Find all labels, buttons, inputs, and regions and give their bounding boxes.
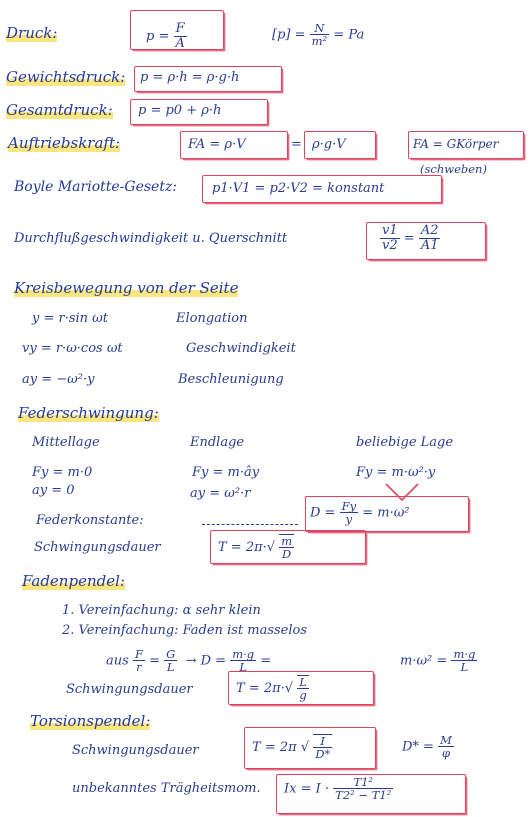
kreis-row-3-desc: Beschleunigung	[178, 372, 284, 387]
auftrieb-note: (schweben)	[420, 162, 487, 176]
gewichtsdruck-formula: p = ρ·h = ρ·g·h	[140, 70, 240, 85]
faden-vereinfachung-2: 2. Vereinfachung: Faden ist masselos	[62, 623, 308, 638]
kreis-row-2-desc: Geschwindigkeit	[186, 341, 296, 356]
feder-konst-dashes	[202, 524, 298, 525]
faden-heading: Fadenpendel:	[22, 572, 125, 590]
feder-col3-line1: Fy = m·ω²·y	[356, 465, 436, 480]
kreis-row-1-formula: y = r·sin ωt	[32, 311, 109, 326]
auftrieb-eq: =	[291, 137, 302, 152]
gesamtdruck-formula: p = p0 + ρ·h	[138, 103, 222, 118]
feder-col1-line2: ay = 0	[32, 483, 75, 498]
torsion-dstar-formula: D* = $\frac{M}{\varphi}$	[402, 733, 452, 761]
faden-aus-formula: aus $\frac{F}{r}$ = $\frac{G}{L}$ → D = $\frac{m\cdot g}{L}$ =	[106, 647, 272, 675]
faden-vereinfachung-1: 1. Vereinfachung: α sehr klein	[62, 603, 261, 618]
auftrieb-label: Auftriebskraft:	[8, 134, 121, 152]
torsion-traeg-label: unbekanntes Trägheitsmom.	[72, 781, 261, 796]
durchfluss-formula: $\frac{v1}{v2}$ = $\frac{A2}{A1}$	[382, 223, 439, 253]
torsion-traeg-formula: Ix = I · $\frac{\text{T1²}}{\text{T2² − T1²}}$	[284, 775, 392, 803]
feder-heading: Federschwingung:	[18, 404, 159, 422]
feder-col2-line1: Fy = m·ây	[192, 465, 260, 480]
faden-rhs-formula: m·ω² = $\frac{m\cdot g}{L}$	[400, 647, 476, 675]
feder-konst-formula: D = $\frac{Fy}{y}$ = m·ω²	[310, 499, 410, 527]
gesamtdruck-label: Gesamtdruck:	[6, 101, 113, 119]
feder-col1-line1: Fy = m·0	[32, 465, 93, 480]
druck-unit: [p] = $\frac{N}{\text{m²}}$ = Pa	[272, 21, 365, 49]
feder-konst-label: Federkonstante:	[36, 513, 144, 528]
druck-label: Druck:	[6, 24, 58, 42]
kreis-heading: Kreisbewegung von der Seite	[14, 279, 239, 297]
feder-col1-title: Mittellage	[32, 435, 100, 450]
durchfluss-label: Durchflußgeschwindigkeit u. Querschnitt	[14, 231, 288, 246]
kreis-row-2-formula: vy = r·ω·cos ωt	[22, 341, 123, 356]
boyle-formula: p1·V1 = p2·V2 = konstant	[212, 181, 385, 196]
faden-dauer-label: Schwingungsdauer	[66, 682, 193, 697]
feder-col3-title: beliebige Lage	[356, 435, 454, 450]
auftrieb-formula-2: ρ·g·V	[312, 137, 346, 152]
torsion-dauer-label: Schwingungsdauer	[72, 743, 199, 758]
torsion-heading: Torsionspendel:	[30, 712, 151, 730]
feder-col2-title: Endlage	[190, 435, 245, 450]
auftrieb-formula-1: FA = ρ·V	[188, 137, 246, 152]
gewichtsdruck-label: Gewichtsdruck:	[6, 68, 126, 86]
feder-col2-line2: ay = ω²·r	[190, 486, 251, 501]
torsion-dauer-formula: T = 2π √ $\frac{I}{D*}$	[252, 734, 331, 762]
faden-dauer-formula: T = 2π·√ $\frac{L}{g}$	[236, 675, 307, 703]
druck-formula: p = $\frac{F}{A}$	[146, 21, 185, 51]
kreis-row-1-desc: Elongation	[176, 311, 248, 326]
auftrieb-formula-3: FA = GKörper	[413, 137, 499, 151]
boyle-label: Boyle Mariotte-Gesetz:	[14, 179, 178, 195]
kreis-row-3-formula: ay = −ω²·y	[22, 372, 95, 387]
feder-dauer-label: Schwingungsdauer	[34, 540, 161, 555]
feder-dauer-formula: T = 2π·√ $\frac{m}{D}$	[218, 534, 293, 562]
